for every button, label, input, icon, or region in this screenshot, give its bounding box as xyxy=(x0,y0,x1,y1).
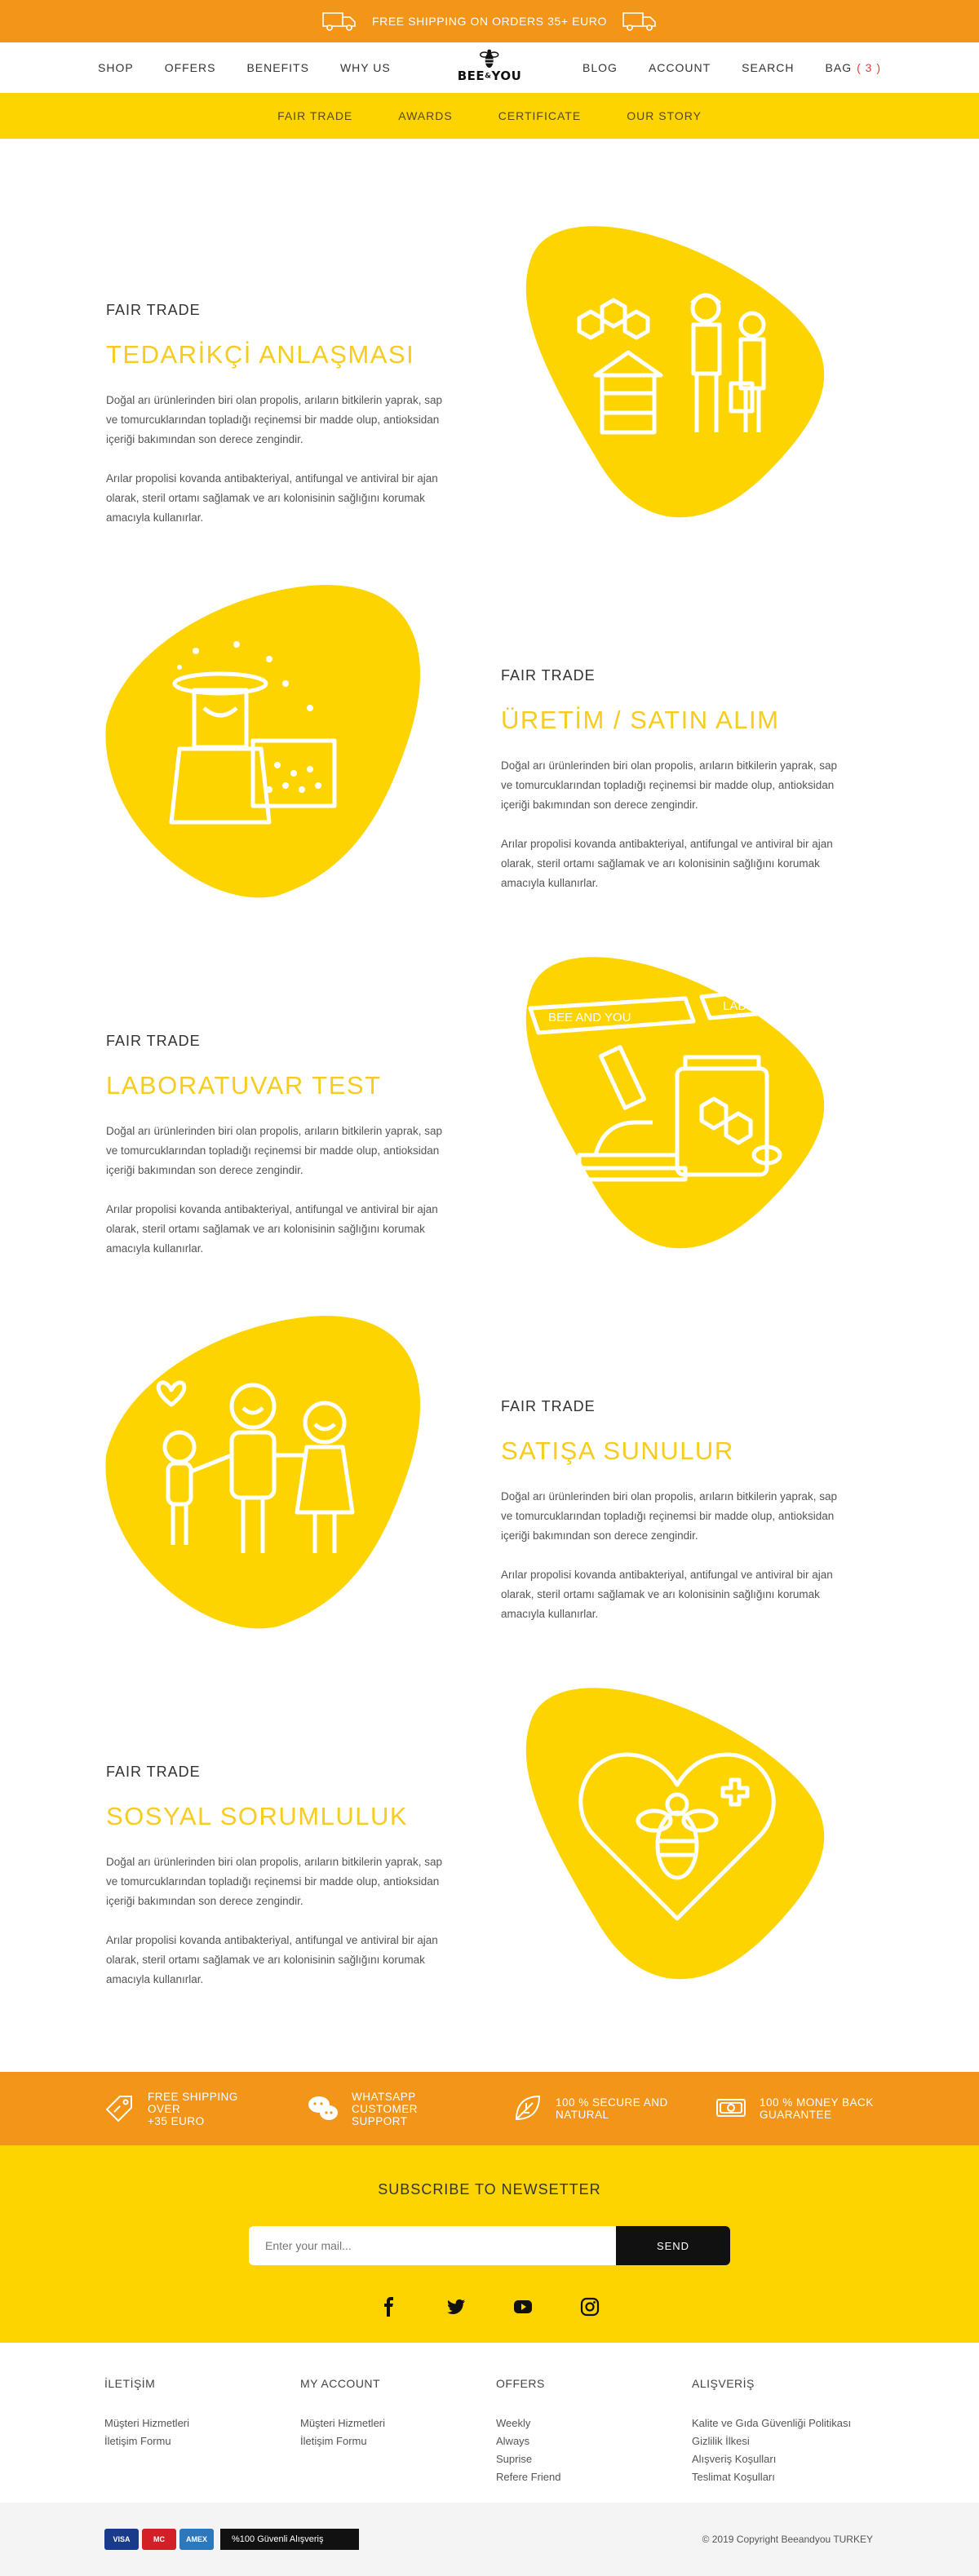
section-paragraph: Arılar propolisi kovanda antibakteriyal, antifungal ve antiviral bir ajan olarak, steril ortamı sağlamak ve arı kolonisinin sağlığını korumak amacıyla kullanırlar. xyxy=(501,838,833,889)
section-paragraph: Doğal arı ürünlerinden biri olan propolis, arıların bitkilerin yaprak, sap ve tomurcuklarından topladığı reçinemsi bir madde olup, antioksidan içeriği bakımından son derece zengindir. xyxy=(106,394,442,445)
mastercard-icon: MC xyxy=(142,2529,176,2550)
footer-link[interactable]: Müşteri Hizmetleri xyxy=(104,2417,190,2429)
feature-whatsapp-support xyxy=(306,2091,469,2127)
footer-link[interactable]: Kalite ve Gıda Güvenliği Politikası xyxy=(692,2417,852,2429)
section-illustration xyxy=(82,1308,441,1635)
nav-search[interactable]: SEARCH xyxy=(742,61,795,74)
tag-icon xyxy=(102,2091,136,2126)
section-text xyxy=(106,1764,449,2009)
section-paragraph: Arılar propolisi kovanda antibakteriyal, antifungal ve antiviral bir ajan olarak, steril ortamı sağlamak ve arı kolonisinin sağlığını korumak amacıyla kullanırlar. xyxy=(106,472,438,524)
section-social-responsibility xyxy=(0,1666,979,2031)
footer-link[interactable]: Weekly xyxy=(496,2417,531,2429)
section-for-sale xyxy=(0,1300,979,1666)
payment-methods xyxy=(104,2529,359,2550)
feature-text: 100 % SECURE AND NATURAL xyxy=(556,2096,668,2121)
bag-label: BAG xyxy=(825,61,853,74)
section-heading: SOSYAL SORUMLULUK xyxy=(106,1802,409,1830)
bee-logo-icon xyxy=(477,47,502,70)
leaf-icon xyxy=(510,2091,544,2126)
section-lab-test xyxy=(0,935,979,1300)
nav-offers[interactable]: OFFERS xyxy=(164,61,216,74)
newsletter-send-button[interactable]: SEND xyxy=(616,2226,730,2265)
section-paragraph: Arılar propolisi kovanda antibakteriyal, antifungal ve antiviral bir ajan olarak, steril ortamı sağlamak ve arı kolonisinin sağlığını korumak amacıyla kullanırlar. xyxy=(106,1934,438,1985)
subnav-our-story[interactable]: OUR STORY xyxy=(627,109,702,122)
truck-icon xyxy=(321,9,357,33)
footer-link[interactable]: Müşteri Hizmetleri xyxy=(300,2417,386,2429)
subnav-certificate[interactable]: CERTIFICATE xyxy=(498,109,582,122)
footer-col-title: MY ACCOUNT xyxy=(300,2377,381,2390)
heart-bee-icon xyxy=(563,1723,791,1935)
section-paragraph: Arılar propolisi kovanda antibakteriyal, antifungal ve antiviral bir ajan olarak, steril ortamı sağlamak ve arı kolonisinin sağlığını korumak amacıyla kullanırlar. xyxy=(106,1203,438,1255)
section-heading: ÜRETİM / SATIN ALIM xyxy=(501,706,780,734)
feature-free-shipping xyxy=(102,2091,265,2127)
section-eyebrow: FAIR TRADE xyxy=(501,667,596,684)
footer-link[interactable]: Alışveriş Koşulları xyxy=(692,2453,777,2465)
nav-account[interactable]: ACCOUNT xyxy=(648,61,711,74)
promo-bar xyxy=(0,0,979,42)
section-eyebrow: FAIR TRADE xyxy=(106,1764,201,1780)
nav-why-us[interactable]: WHY US xyxy=(339,61,391,74)
instagram-icon[interactable] xyxy=(579,2296,600,2317)
nav-bag[interactable] xyxy=(826,61,881,74)
beekeeper-hive-icon xyxy=(563,261,791,473)
footer-link[interactable]: Gizlilik İlkesi xyxy=(692,2435,750,2447)
visa-card-icon: VISA xyxy=(104,2529,139,2550)
section-text xyxy=(501,1398,844,1644)
nav-blog[interactable]: BLOG xyxy=(583,61,618,74)
feature-secure-natural xyxy=(510,2091,673,2126)
feature-money-back xyxy=(714,2091,877,2126)
facebook-icon[interactable] xyxy=(379,2296,400,2317)
nav-left xyxy=(98,61,391,74)
lab-banner-right-text: LABS xyxy=(723,999,755,1013)
section-heading: LABORATUVAR TEST xyxy=(106,1071,382,1100)
footer-col-title: OFFERS xyxy=(496,2377,545,2390)
footer-col-title: İLETİŞİM xyxy=(104,2377,156,2390)
section-illustration xyxy=(82,578,441,904)
newsletter-title: SUBSCRIBE TO NEWSETTER xyxy=(378,2181,601,2198)
nav-right xyxy=(583,61,881,74)
feature-text: FREE SHIPPING OVER +35 EURO xyxy=(148,2090,238,2127)
section-paragraph: Doğal arı ürünlerinden biri olan propolis, arıların bitkilerin yaprak, sap ve tomurcuklarından topladığı reçinemsi bir madde olup, antioksidan içeriği bakımından son derece zengindir. xyxy=(501,759,837,811)
promo-text: FREE SHIPPING ON ORDERS 35+ EURO xyxy=(372,15,607,28)
newsletter-email-input[interactable] xyxy=(249,2226,616,2265)
section-supplier-agreement xyxy=(0,204,979,569)
section-heading: SATIŞA SUNULUR xyxy=(501,1436,734,1465)
microscope-honey-jar-icon xyxy=(548,992,791,1204)
logo-wordmark: BEE&YOU xyxy=(457,69,522,83)
footer-col-shopping xyxy=(692,2377,888,2503)
sub-nav xyxy=(0,93,979,139)
secure-shopping-badge: %100 Güvenli Alışveriş xyxy=(220,2529,359,2550)
footer-link[interactable]: İletişim Formu xyxy=(300,2435,367,2447)
subnav-fair-trade[interactable]: FAIR TRADE xyxy=(277,109,353,122)
section-text xyxy=(501,667,844,913)
footer-link[interactable]: Always xyxy=(496,2435,530,2447)
nav-benefits[interactable]: BENEFITS xyxy=(246,61,309,74)
section-text xyxy=(106,302,449,547)
footer-links xyxy=(0,2343,979,2503)
feature-text: WHATSAPP CUSTOMER SUPPORT xyxy=(352,2090,419,2127)
main-nav xyxy=(0,42,979,93)
cash-icon xyxy=(714,2091,748,2126)
lab-banner-left-text: BEE AND YOU xyxy=(548,1011,631,1025)
section-text xyxy=(106,1033,449,1278)
footer-col-contact xyxy=(104,2377,300,2503)
truck-icon xyxy=(622,9,658,33)
footer-col-account xyxy=(300,2377,496,2503)
newsletter-section xyxy=(0,2145,979,2343)
section-eyebrow: FAIR TRADE xyxy=(106,302,201,318)
beekeeper-honeycomb-icon xyxy=(147,626,375,839)
family-icon xyxy=(147,1357,375,1569)
footer-link[interactable]: Teslimat Koşulları xyxy=(692,2471,775,2483)
logo[interactable] xyxy=(458,47,522,83)
features-bar xyxy=(0,2072,979,2145)
social-links xyxy=(379,2296,600,2317)
section-paragraph: Arılar propolisi kovanda antibakteriyal, antifungal ve antiviral bir ajan olarak, steril ortamı sağlamak ve arı kolonisinin sağlığını korumak amacıyla kullanırlar. xyxy=(501,1569,833,1620)
youtube-icon[interactable] xyxy=(512,2296,534,2317)
footer-col-title: ALIŞVERİŞ xyxy=(692,2377,755,2390)
section-paragraph: Doğal arı ürünlerinden biri olan propolis, arıların bitkilerin yaprak, sap ve tomurcuklarından topladığı reçinemsi bir madde olup, antioksidan içeriği bakımından son derece zengindir. xyxy=(501,1490,837,1542)
bottom-bar xyxy=(0,2503,979,2576)
nav-shop[interactable]: SHOP xyxy=(98,61,134,74)
amex-card-icon: AMEX xyxy=(179,2529,214,2550)
subnav-awards[interactable]: AWARDS xyxy=(398,109,453,122)
section-illustration xyxy=(498,1674,857,2000)
section-paragraph: Doğal arı ürünlerinden biri olan propolis, arıların bitkilerin yaprak, sap ve tomurcuklarından topladığı reçinemsi bir madde olup, antioksidan içeriği bakımından son derece zengindir. xyxy=(106,1125,442,1176)
chat-icon xyxy=(306,2091,340,2126)
section-production-purchase xyxy=(0,569,979,935)
footer-link[interactable]: İletişim Formu xyxy=(104,2435,171,2447)
section-illustration xyxy=(498,212,857,538)
section-paragraph: Doğal arı ürünlerinden biri olan propolis, arıların bitkilerin yaprak, sap ve tomurcuklarından topladığı reçinemsi bir madde olup, antioksidan içeriği bakımından son derece zengindir. xyxy=(106,1856,442,1907)
newsletter-form xyxy=(249,2226,730,2265)
section-heading: TEDARİKÇİ ANLAŞMASI xyxy=(106,340,415,369)
section-illustration xyxy=(498,943,857,1269)
footer-link[interactable]: Refere Friend xyxy=(496,2471,561,2483)
feature-text: 100 % MONEY BACK GUARANTEE xyxy=(760,2096,874,2121)
footer-link[interactable]: Suprise xyxy=(496,2453,533,2465)
fair-trade-sections xyxy=(0,139,979,2072)
twitter-icon[interactable] xyxy=(445,2296,467,2317)
footer-col-offers xyxy=(496,2377,692,2503)
section-eyebrow: FAIR TRADE xyxy=(501,1398,596,1414)
section-eyebrow: FAIR TRADE xyxy=(106,1033,201,1049)
bag-count: ( 3 ) xyxy=(857,61,881,74)
copyright: © 2019 Copyright Beeandyou TURKEY xyxy=(702,2534,873,2545)
